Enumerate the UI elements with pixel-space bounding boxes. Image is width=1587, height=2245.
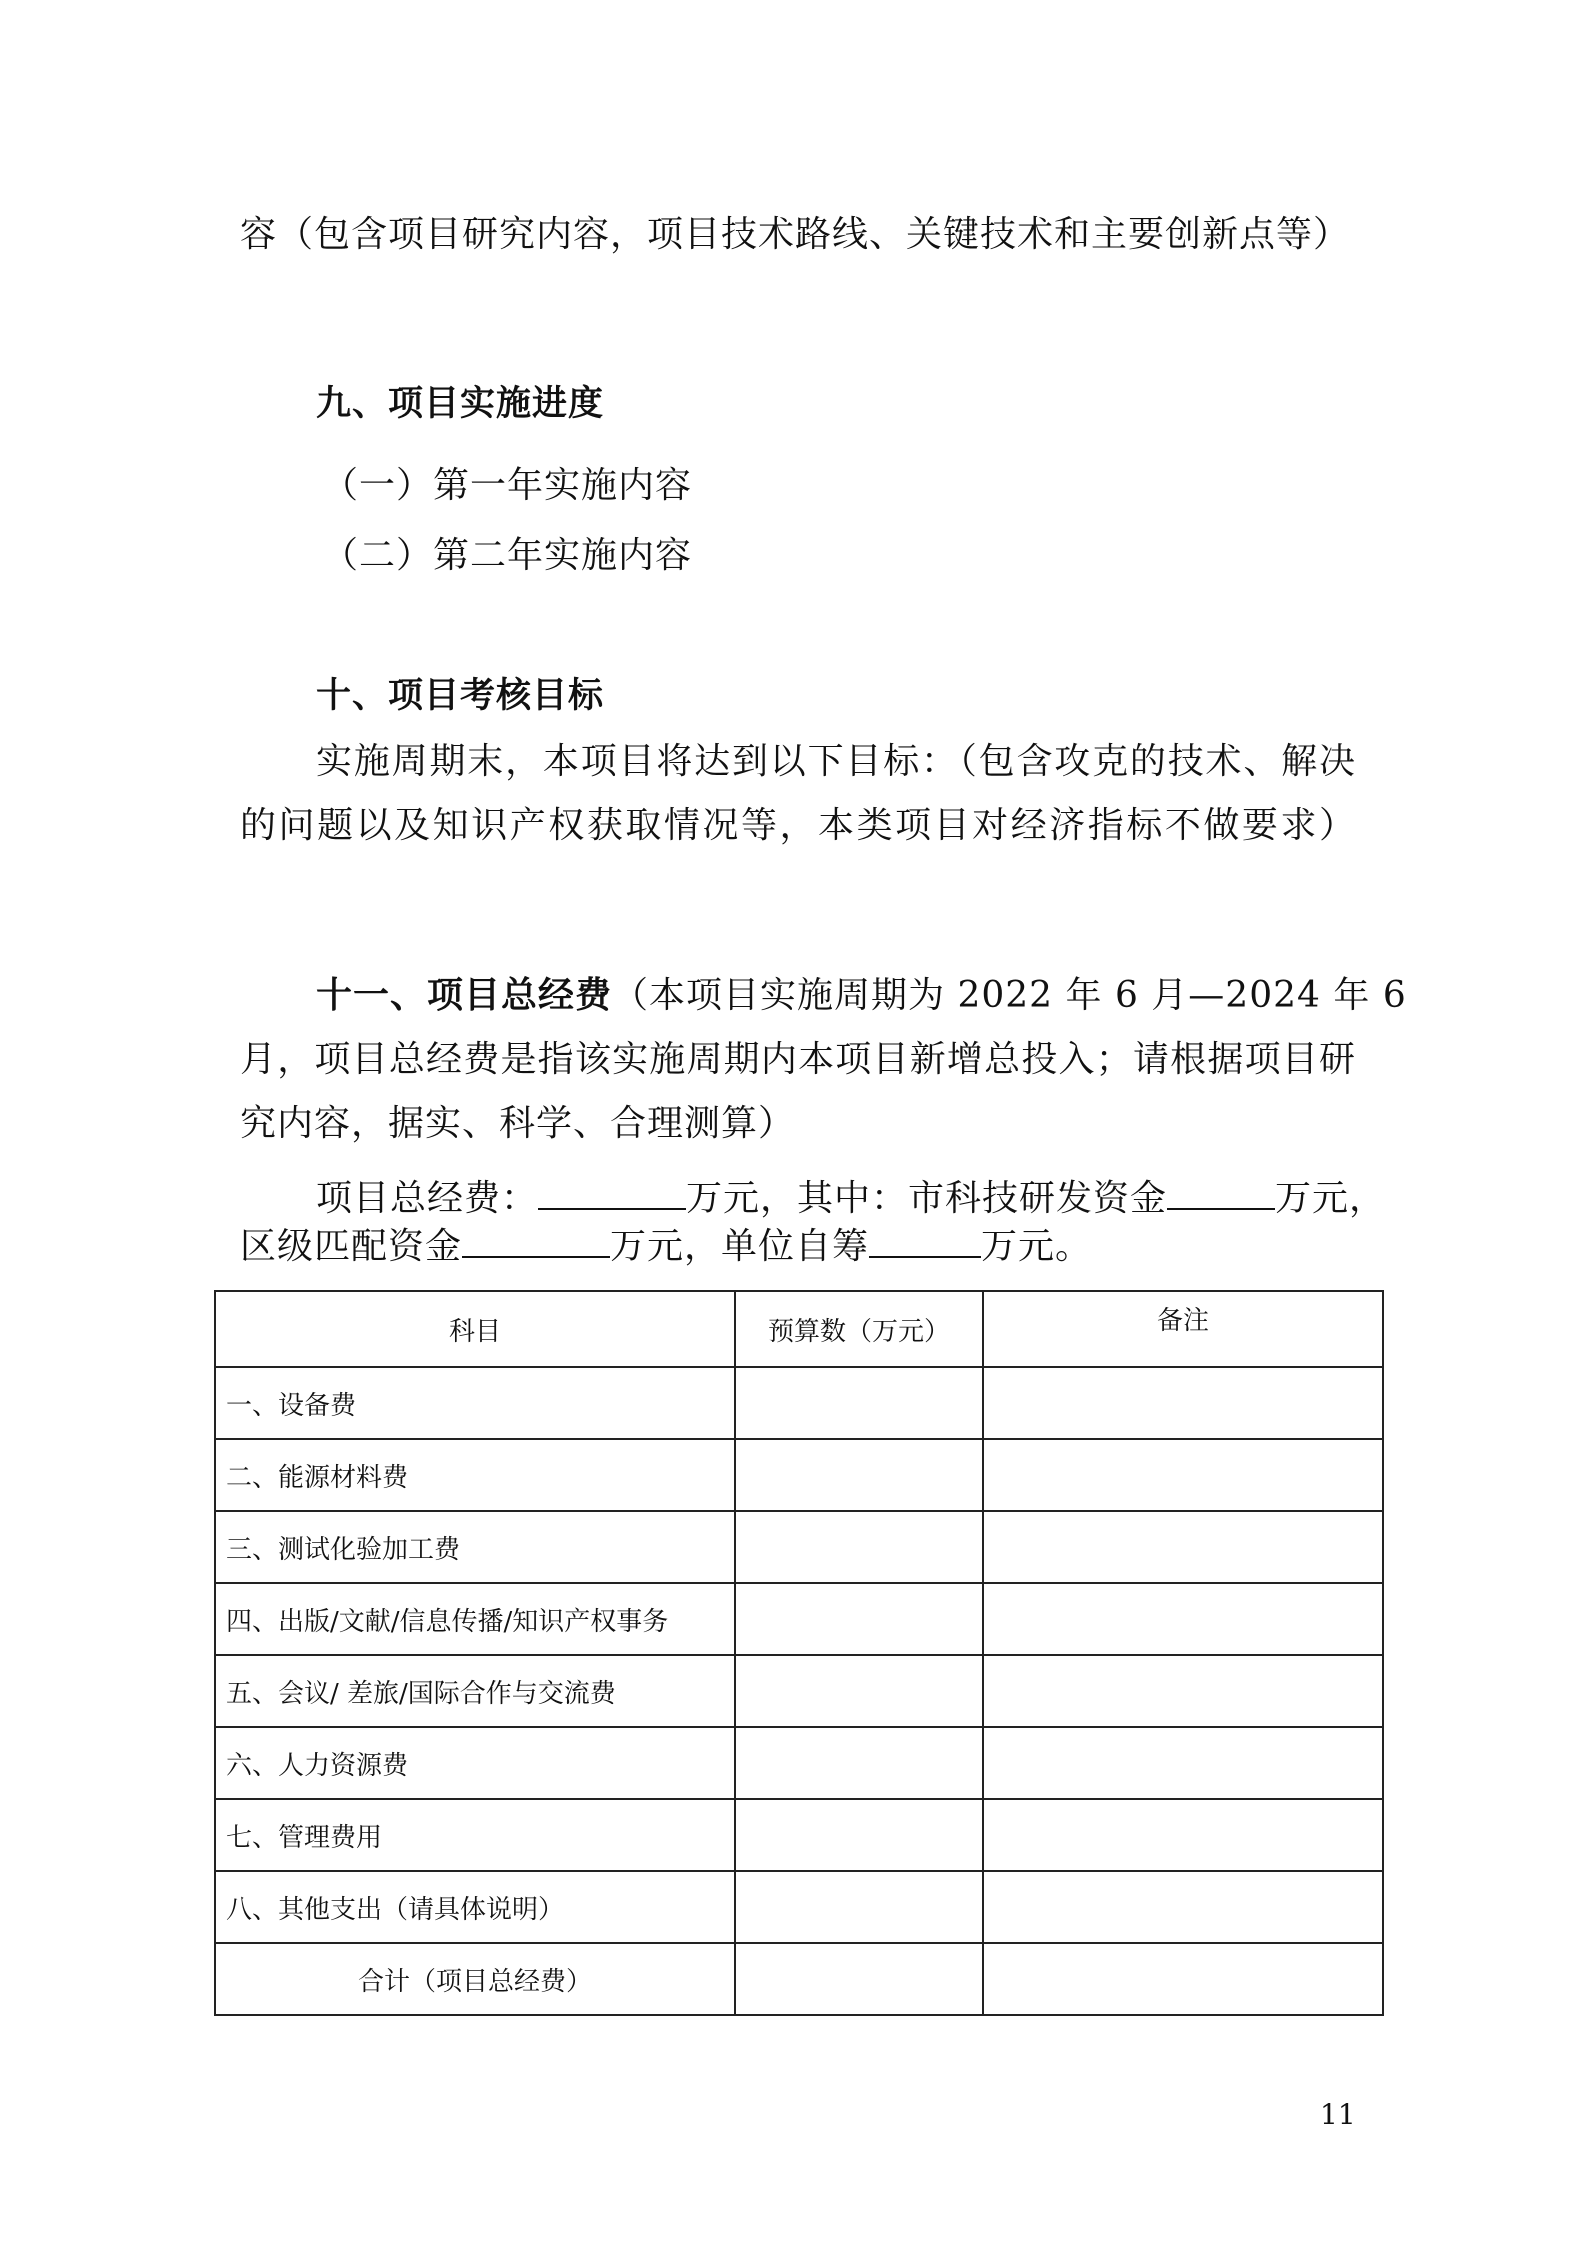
- section-10-heading: 十、项目考核目标: [316, 676, 605, 716]
- total-budget-cell[interactable]: [735, 1943, 983, 2015]
- section-9-item-1: （一）第一年实施内容: [322, 465, 693, 506]
- budget-cell[interactable]: [735, 1367, 983, 1439]
- table-row: [215, 1655, 1383, 1727]
- table-header-row: [215, 1291, 1383, 1367]
- notes-cell[interactable]: [983, 1655, 1383, 1727]
- row-label-other: 八、其他支出（请具体说明）: [215, 1871, 735, 1943]
- notes-cell[interactable]: [983, 1511, 1383, 1583]
- budget-cell[interactable]: [735, 1871, 983, 1943]
- total-budget-blank[interactable]: [538, 1176, 686, 1210]
- page-number: 11: [1320, 2098, 1356, 2131]
- notes-cell[interactable]: [983, 1583, 1383, 1655]
- table-row: [215, 1511, 1383, 1583]
- budget-fill-line-2: [240, 1223, 1092, 1271]
- table-row: [215, 1367, 1383, 1439]
- notes-cell[interactable]: [983, 1439, 1383, 1511]
- header-subject: 科目: [215, 1291, 735, 1367]
- budget-table: [214, 1290, 1384, 2016]
- budget-fill-line-1: [316, 1175, 1386, 1223]
- budget-cell[interactable]: [735, 1439, 983, 1511]
- district-fund-blank[interactable]: [462, 1224, 610, 1258]
- row-label-energy-materials: 二、能源材料费: [215, 1439, 735, 1511]
- header-budget: 预算数（万元）: [735, 1291, 983, 1367]
- section-10-para-line-1: 实施周期末，本项目将达到以下目标：（包含攻克的技术、解决: [316, 741, 1356, 782]
- table-total-row: [215, 1943, 1383, 2015]
- table-row: [215, 1583, 1383, 1655]
- row-label-publication: 四、出版/文献/信息传播/知识产权事务: [215, 1583, 735, 1655]
- header-notes: 备注: [983, 1291, 1383, 1367]
- row-label-management: 七、管理费用: [215, 1799, 735, 1871]
- section-11-heading-rest: （本项目实施周期为 2022 年 6 月—2024 年 6: [612, 975, 1407, 1016]
- row-label-meetings-travel: 五、会议/ 差旅/国际合作与交流费: [215, 1655, 735, 1727]
- city-fund-blank[interactable]: [1167, 1176, 1275, 1210]
- continued-line: 容（包含项目研究内容，项目技术路线、关键技术和主要创新点等）: [240, 214, 1351, 255]
- notes-cell[interactable]: [983, 1871, 1383, 1943]
- table-row: [215, 1439, 1383, 1511]
- notes-cell[interactable]: [983, 1367, 1383, 1439]
- table-row: [215, 1727, 1383, 1799]
- row-label-equipment: 一、设备费: [215, 1367, 735, 1439]
- budget-cell[interactable]: [735, 1655, 983, 1727]
- self-fund-label: 万元，单位自筹: [610, 1226, 870, 1267]
- table-row: [215, 1871, 1383, 1943]
- district-fund-label: 区级匹配资金: [240, 1226, 463, 1267]
- row-label-total: 合计（项目总经费）: [215, 1943, 735, 2015]
- section-11-line-3: 究内容，据实、科学、合理测算）: [240, 1103, 796, 1144]
- table-row: [215, 1799, 1383, 1871]
- unit-label-2: 万元。: [981, 1226, 1093, 1267]
- budget-cell[interactable]: [735, 1583, 983, 1655]
- section-9-item-2: （二）第二年实施内容: [322, 535, 693, 576]
- self-fund-blank[interactable]: [869, 1224, 981, 1258]
- section-10-para-line-2: 的问题以及知识产权获取情况等，本类项目对经济指标不做要求）: [240, 805, 1356, 846]
- budget-cell[interactable]: [735, 1511, 983, 1583]
- section-11-line-2: 月，项目总经费是指该实施周期内本项目新增总投入；请根据项目研: [240, 1039, 1356, 1080]
- budget-cell[interactable]: [735, 1799, 983, 1871]
- city-fund-label: 万元，其中：市科技研发资金: [686, 1178, 1168, 1219]
- unit-label-1: 万元，: [1275, 1178, 1387, 1219]
- section-9-heading: 九、项目实施进度: [316, 384, 605, 424]
- budget-cell[interactable]: [735, 1727, 983, 1799]
- row-label-human-resources: 六、人力资源费: [215, 1727, 735, 1799]
- total-budget-label: 项目总经费：: [316, 1178, 539, 1219]
- section-11-heading: 十一、项目总经费: [316, 975, 613, 1016]
- total-notes-cell[interactable]: [983, 1943, 1383, 2015]
- notes-cell[interactable]: [983, 1799, 1383, 1871]
- row-label-testing: 三、测试化验加工费: [215, 1511, 735, 1583]
- section-11-heading-line: [316, 972, 1407, 1020]
- notes-cell[interactable]: [983, 1727, 1383, 1799]
